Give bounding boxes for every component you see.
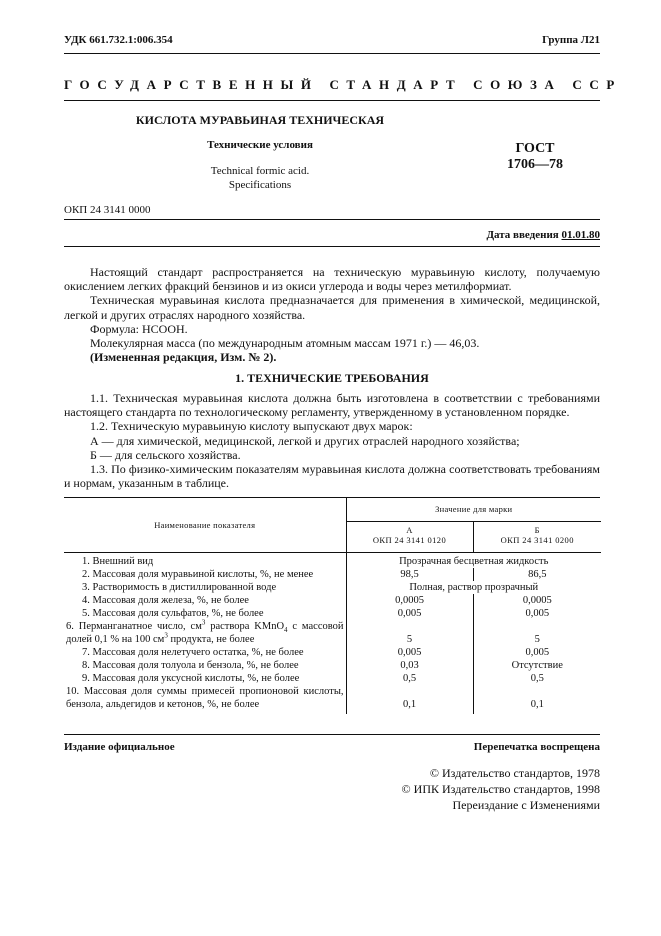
row-name: 9. Массовая доля уксусной кислоты, %, не более <box>64 672 346 685</box>
table-row <box>64 672 601 685</box>
table-header-grade-value: Значение для марки <box>346 497 601 522</box>
row-value-b: Отсутствие <box>511 660 563 671</box>
reprint-notice: Перепечатка воспрещена <box>473 741 600 753</box>
title-rule <box>64 219 600 220</box>
intro-date-label: Дата введения <box>486 229 559 241</box>
section-1-text <box>64 391 600 490</box>
permanganate-text-1: 6. Перманганатное число, см <box>66 621 202 632</box>
table-header-grade-a <box>346 522 473 553</box>
table-row <box>64 620 601 646</box>
row-name: 4. Массовая доля железа, %, не более <box>64 594 346 607</box>
table-row <box>64 607 601 620</box>
intro-date-value: 01.01.80 <box>561 229 600 241</box>
row-value-b: 86,5 <box>528 569 547 580</box>
row-name: 10. Массовая доля суммы примесей пропионовой кислоты, бензола, альдегидов и кетонов, %, не более <box>64 685 346 714</box>
table-row <box>64 646 601 659</box>
grade-b-letter: Б <box>534 525 540 535</box>
table-row <box>64 685 601 714</box>
okp-code: ОКП 24 3141 0000 <box>64 204 151 216</box>
table-header-indicator: Наименование показателя <box>64 497 346 553</box>
row-value-merged: Прозрачная бесцветная жидкость <box>399 556 549 567</box>
row-value-b: 0,005 <box>525 608 550 619</box>
row-name: 8. Массовая доля толуола и бензола, %, не более <box>64 659 346 672</box>
state-standard-heading: ГОСУДАРСТВЕННЫЙ СТАНДАРТ СОЮЗА ССР <box>64 77 622 92</box>
row-value-a: 0,1 <box>346 685 473 714</box>
permanganate-text-3: с массовой долей 0,1 % на 100 см <box>66 621 344 645</box>
footer-rule <box>64 734 600 735</box>
row-value-a: 0,0005 <box>346 594 473 607</box>
table-row <box>64 581 601 594</box>
intro-paragraph-1: Настоящий стандарт распространяется на техническую муравьиную кислоту, получаемую окислением легких фракций бензинов и из окиси углерода и воды через метилформиат. <box>64 265 600 294</box>
permanganate-sup-2: 3 <box>164 631 168 640</box>
date-rule <box>64 246 600 247</box>
row-value-b: 0,0005 <box>522 595 552 606</box>
intro-paragraph-2: Техническая муравьиная кислота предназначается для применения в химической, медицинской, легкой и других отраслях народного хозяйства. <box>64 293 600 322</box>
row-value-a: 0,03 <box>346 659 473 672</box>
row-name: 5. Массовая доля сульфатов, %, не более <box>64 607 346 620</box>
table-row <box>64 594 601 607</box>
row-value-a: 0,005 <box>346 607 473 620</box>
reissue-note: Переиздание с Изменениями <box>452 798 600 812</box>
gost-number: 1706—78 <box>507 157 563 172</box>
grade-a-letter: А <box>406 525 413 535</box>
english-title-line2: Specifications <box>228 179 292 191</box>
clause-1-3: 1.3. По физико-химическим показателям муравьиная кислота должна соответствовать требованиям и нормам, указанным в таблице. <box>64 462 600 491</box>
permanganate-sub: 4 <box>284 626 288 635</box>
heading-rule <box>64 100 600 101</box>
copyright-block <box>402 765 600 813</box>
top-rule <box>64 53 600 54</box>
official-edition: Издание официальное <box>64 741 175 753</box>
table-header-grade-b <box>473 522 601 553</box>
molecular-mass-line: Молекулярная масса (по международным атомным массам 1971 г.) — 46,03. <box>90 336 480 351</box>
group-code: Группа Л21 <box>542 34 600 46</box>
row-value-b: 5 <box>534 634 540 645</box>
grade-a-description: А — для химической, медицинской, легкой и других отраслей народного хозяйства; <box>90 433 520 448</box>
row-value-b: 0,1 <box>530 699 544 710</box>
udk-code: УДК 661.732.1:006.354 <box>64 34 173 46</box>
row-value-a: 0,5 <box>346 672 473 685</box>
formula-line: Формула: НСООН. <box>90 321 188 336</box>
grade-b-okp: ОКП 24 3141 0200 <box>500 535 574 545</box>
intro-text <box>64 265 600 364</box>
table-row <box>64 568 601 581</box>
row-value-b: 0,5 <box>530 673 544 684</box>
row-name: 2. Массовая доля муравьиной кислоты, %, не менее <box>64 568 346 581</box>
document-title: КИСЛОТА МУРАВЬИНАЯ ТЕХНИЧЕСКАЯ <box>135 113 385 127</box>
clause-1-2: 1.2. Техническую муравьиную кислоту выпускают двух марок: <box>90 419 413 434</box>
row-value-a: 98,5 <box>346 568 473 581</box>
document-subtitle: Технические условия <box>207 139 313 151</box>
row-value-b: 0,005 <box>525 647 550 658</box>
row-name-permanganate <box>64 620 346 646</box>
permanganate-text-2: раствора KMnO <box>205 621 285 632</box>
section-1-title: 1. ТЕХНИЧЕСКИЕ ТРЕБОВАНИЯ <box>235 371 429 385</box>
copyright-1978: © Издательство стандартов, 1978 <box>429 766 600 780</box>
revision-note: (Измененная редакция, Изм. № 2). <box>90 350 277 365</box>
gost-label: ГОСТ <box>515 141 555 156</box>
row-value-a: 0,005 <box>346 646 473 659</box>
row-name: 7. Массовая доля нелетучего остатка, %, не более <box>64 646 346 659</box>
english-title-line1: Technical formic acid. <box>210 165 310 177</box>
table-row <box>64 553 601 569</box>
table-row <box>64 659 601 672</box>
row-value-a: 5 <box>346 620 473 646</box>
row-name: 1. Внешний вид <box>64 553 346 569</box>
row-name: 3. Растворимость в дистиллированной воде <box>64 581 346 594</box>
requirements-table <box>64 497 601 714</box>
permanganate-sup-1: 3 <box>201 618 206 627</box>
intro-date <box>486 229 600 241</box>
clause-1-1: 1.1. Техническая муравьиная кислота должна быть изготовлена в соответствии с требованиями настоящего стандарта по технологическому регламенту, утвержденному в установленном порядке. <box>64 391 600 420</box>
grade-b-description: Б — для сельского хозяйства. <box>90 447 241 462</box>
permanganate-text-4: продукта, не более <box>167 634 255 645</box>
copyright-1998: © ИПК Издательство стандартов, 1998 <box>401 782 600 796</box>
grade-a-okp: ОКП 24 3141 0120 <box>372 535 447 545</box>
row-value-merged: Полная, раствор прозрачный <box>409 582 539 593</box>
